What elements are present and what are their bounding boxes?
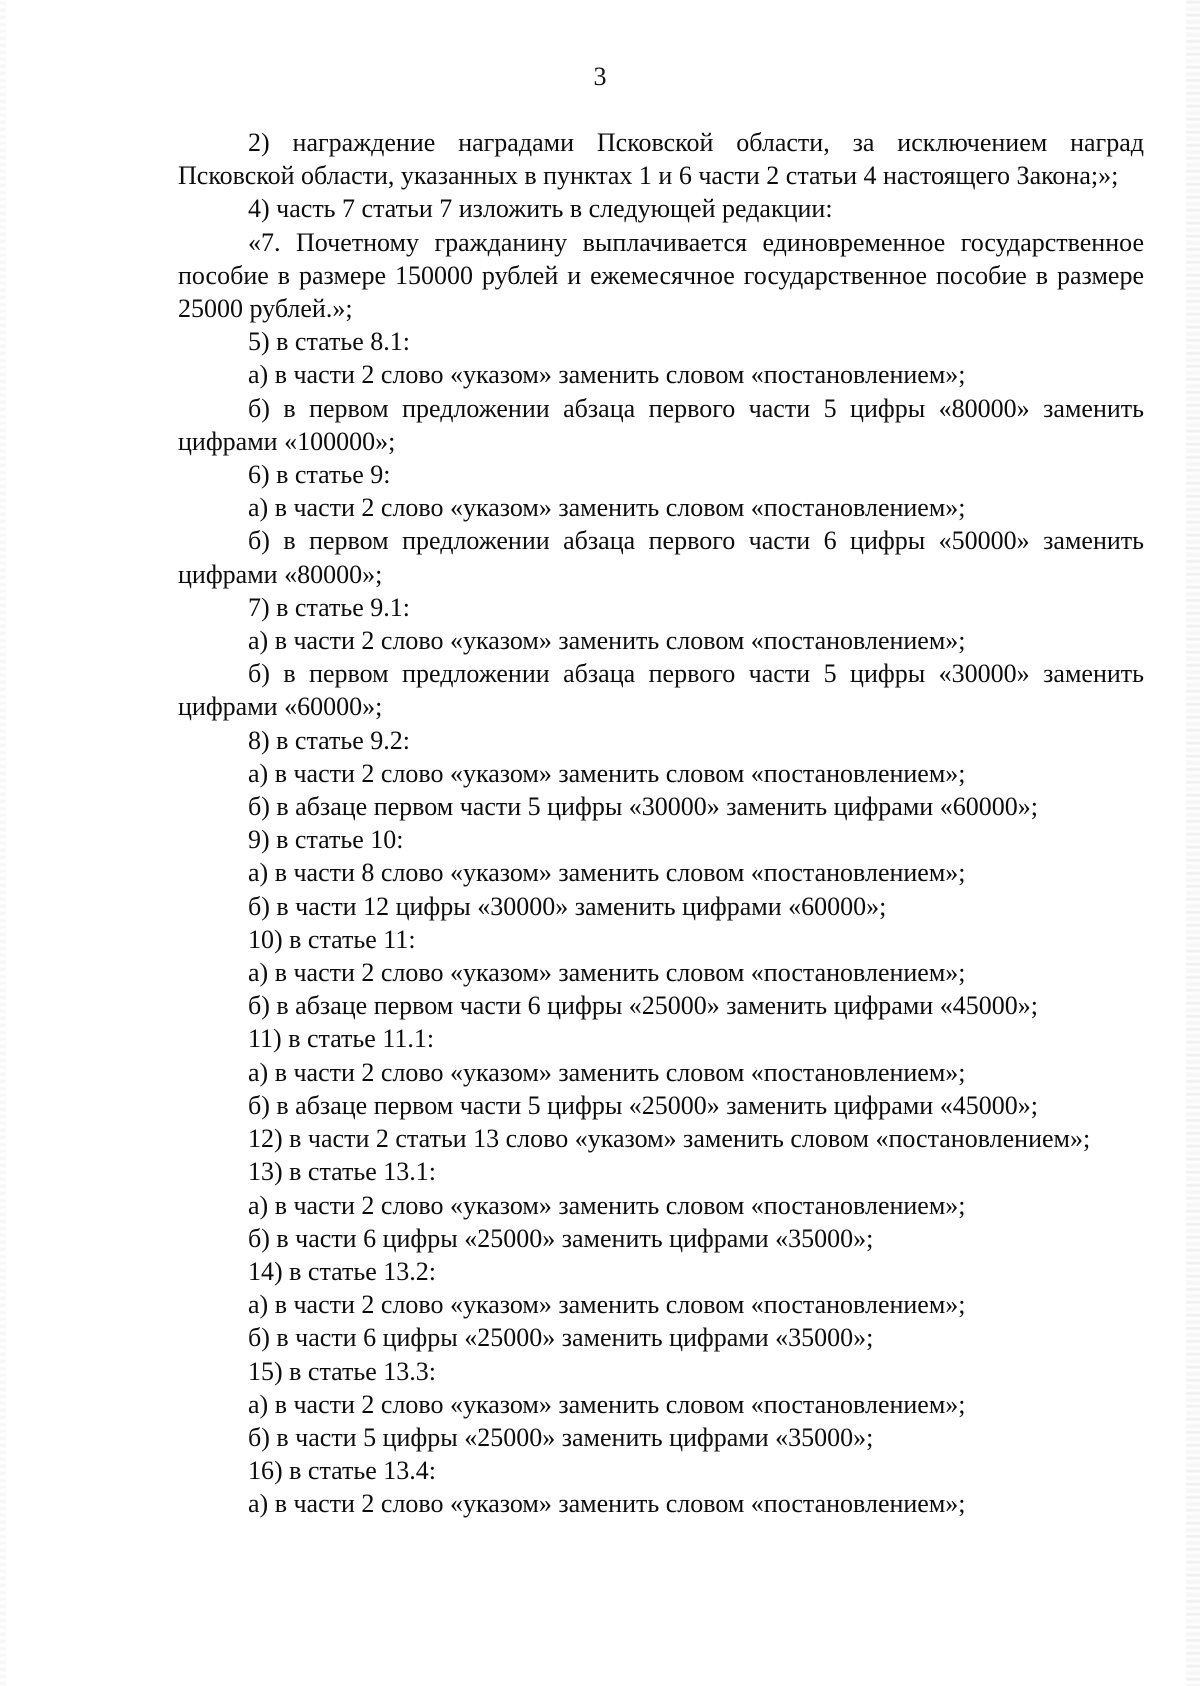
document-paragraph: а) в части 2 слово «указом» заменить словом «постановлением»; [248, 626, 966, 656]
document-paragraph: а) в части 2 слово «указом» заменить словом «постановлением»; [248, 1489, 966, 1519]
document-paragraph: а) в части 2 слово «указом» заменить словом «постановлением»; [248, 493, 966, 523]
document-paragraph: б) в части 6 цифры «25000» заменить цифрами «35000»; [248, 1323, 874, 1353]
document-paragraph: а) в части 2 слово «указом» заменить словом «постановлением»; [248, 1057, 966, 1087]
document-paragraph: 8) в статье 9.2: [248, 725, 411, 755]
document-paragraph: а) в части 2 слово «указом» заменить словом «постановлением»; [248, 1389, 966, 1419]
document-paragraph: а) в части 2 слово «указом» заменить словом «постановлением»; [248, 1190, 966, 1220]
document-paragraph: 15) в статье 13.3: [248, 1356, 437, 1386]
document-paragraph: б) в абзаце первом части 5 цифры «25000» заменить цифрами «45000»; [248, 1090, 1038, 1120]
document-paragraph: 6) в статье 9: [248, 460, 391, 490]
document-paragraph: а) в части 8 слово «указом» заменить словом «постановлением»; [248, 858, 966, 888]
document-paragraph: а) в части 2 слово «указом» заменить словом «постановлением»; [248, 1290, 966, 1320]
document-paragraph: «7. Почетному гражданину выплачивается единовременное государственное пособие в размере 150000 рублей и ежемесячное государственное пособие в размере 25000 рублей.»; [178, 227, 1144, 324]
document-paragraph: а) в части 2 слово «указом» заменить словом «постановлением»; [248, 360, 966, 390]
document-paragraph: 13) в статье 13.1: [248, 1157, 437, 1187]
document-paragraph: а) в части 2 слово «указом» заменить словом «постановлением»; [248, 958, 966, 988]
document-paragraph: 5) в статье 8.1: [248, 327, 411, 357]
document-paragraph: а) в части 2 слово «указом» заменить словом «постановлением»; [248, 758, 966, 788]
document-paragraph: б) в абзаце первом части 6 цифры «25000» заменить цифрами «45000»; [248, 991, 1038, 1021]
document-paragraph: 10) в статье 11: [248, 924, 416, 954]
document-paragraph: 4) часть 7 статьи 7 изложить в следующей редакции: [248, 194, 833, 224]
document-paragraph: б) в части 5 цифры «25000» заменить цифрами «35000»; [248, 1422, 874, 1452]
document-paragraph: 7) в статье 9.1: [248, 592, 411, 622]
page-number: 3 [593, 62, 607, 91]
document-paragraph: 9) в статье 10: [248, 825, 404, 855]
document-paragraph: б) в первом предложении абзаца первого части 6 цифры «50000» заменить цифрами «80000»; [178, 526, 1144, 589]
document-paragraph: б) в абзаце первом части 5 цифры «30000» заменить цифрами «60000»; [248, 792, 1038, 822]
scan-edge-right [1186, 0, 1200, 1686]
document-paragraph: б) в части 12 цифры «30000» заменить цифрами «60000»; [248, 891, 887, 921]
document-paragraph: 2) награждение наградами Псковской области, за исключением наград Псковской области, указанных в пунктах 1 и 6 части 2 статьи 4 настоящего Закона;»; [178, 128, 1144, 191]
document-paragraph: 11) в статье 11.1: [248, 1024, 435, 1054]
document-paragraph: 12) в части 2 статьи 13 слово «указом» заменить словом «постановлением»; [248, 1124, 1091, 1154]
document-paragraph: б) в части 6 цифры «25000» заменить цифрами «35000»; [248, 1223, 874, 1253]
scan-edge-left [0, 0, 6, 1686]
document-paragraph: б) в первом предложении абзаца первого части 5 цифры «80000» заменить цифрами «100000»; [178, 393, 1144, 456]
document-body [178, 126, 1144, 1521]
document-paragraph: б) в первом предложении абзаца первого части 5 цифры «30000» заменить цифрами «60000»; [178, 659, 1144, 722]
document-paragraph: 16) в статье 13.4: [248, 1456, 437, 1486]
document-paragraph: 14) в статье 13.2: [248, 1256, 437, 1286]
